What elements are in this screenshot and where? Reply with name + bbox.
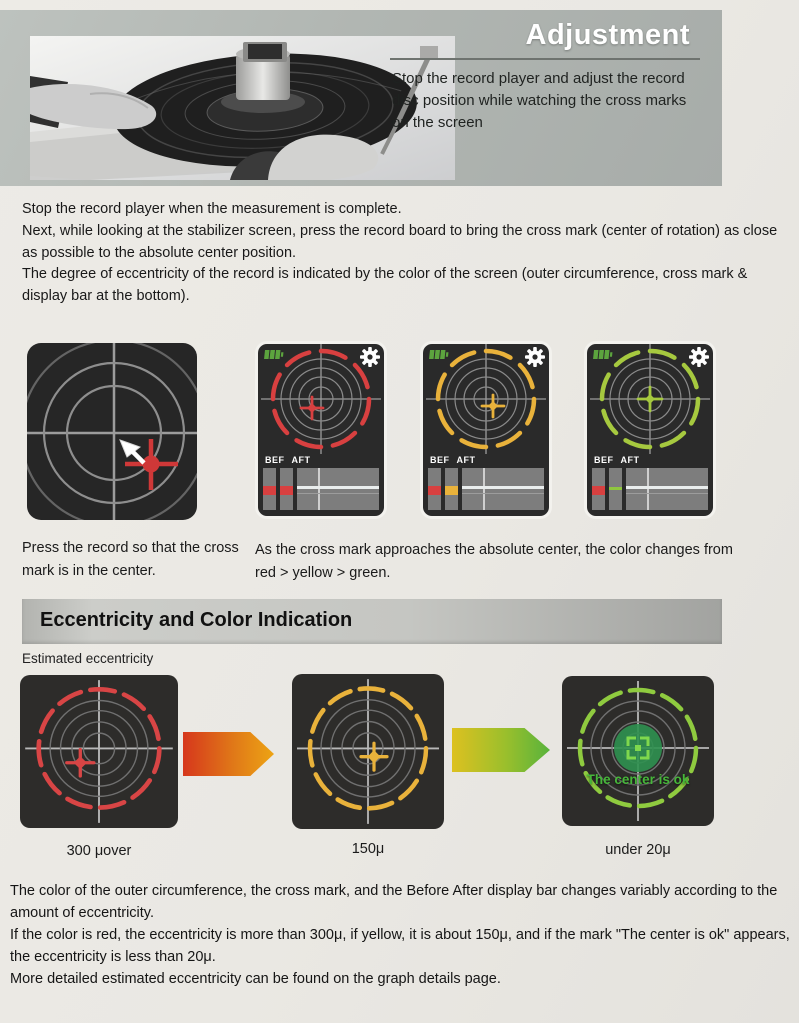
aft-label: AFT <box>456 455 476 465</box>
settings-gear-icon <box>360 347 380 367</box>
label-under-20: under 20μ <box>605 842 671 858</box>
bef-label: BEF <box>430 455 450 465</box>
caption-color-change: As the cross mark approaches the absolute center, the color changes from red > yellow > green. <box>255 542 733 582</box>
footer-para-3: More detailed estimated eccentricity can be found on the graph details page. <box>10 971 501 988</box>
after-bar <box>445 468 458 510</box>
device-screen-green <box>584 341 716 519</box>
yellow-to-green-arrow <box>452 728 550 772</box>
intro-line-2: Next, while looking at the stabilizer screen, press the record board to bring the cross mark (center of rotation) as close as possible to the absolute center position. <box>22 222 778 261</box>
graph-panel <box>462 468 544 510</box>
center-ok-label: The center is ok <box>586 772 690 787</box>
aft-label: AFT <box>620 455 640 465</box>
battery-icon <box>593 350 613 359</box>
intro-text <box>22 199 788 308</box>
device-screen-yellow <box>420 341 552 519</box>
before-bar <box>263 468 276 510</box>
radar-display <box>587 344 713 454</box>
cross-mark <box>482 395 504 417</box>
battery-icon <box>264 350 284 359</box>
bef-label: BEF <box>594 455 614 465</box>
intro-line-3: The degree of eccentricity of the record is indicated by the color of the screen (outer circumference, cross mark & display bar at the bottom). <box>22 266 748 304</box>
center-ok-marker <box>614 724 662 772</box>
label-150: 150μ <box>351 841 385 857</box>
before-after-labels <box>430 455 483 465</box>
aft-label: AFT <box>291 455 311 465</box>
bef-label: BEF <box>265 455 285 465</box>
indicator-bars <box>428 468 544 510</box>
intro-line-1: Stop the record player when the measurement is complete. <box>22 201 402 217</box>
screen-zoom-view <box>27 343 197 520</box>
indicator-bars <box>592 468 708 510</box>
section-title: Eccentricity and Color Indication <box>40 609 353 631</box>
footer-para-1: The color of the outer circumference, the cross mark, and the Before After display bar changes variably according to the amount of eccentricity. <box>10 883 778 922</box>
before-after-labels <box>265 455 318 465</box>
estimated-eccentricity-label: Estimated eccentricity <box>22 651 154 666</box>
banner-title: Adjustment <box>525 19 690 51</box>
footer-para-2: If the color is red, the eccentricity is more than 300μ, if yellow, it is about 150μ, and if the mark "The center is ok" appears, the eccentricity is less than 20μ. <box>10 927 790 966</box>
before-bar <box>592 468 605 510</box>
footer-text <box>10 880 794 990</box>
adjustment-banner <box>0 10 722 186</box>
caption-press-record: Press the record so that the cross mark is in the center. <box>22 540 239 580</box>
red-to-yellow-arrow <box>183 732 274 776</box>
before-after-labels <box>594 455 647 465</box>
graph-panel <box>297 468 379 510</box>
cross-mark <box>301 397 323 419</box>
banner-description: Stop the record player and adjust the record disc position while watching the cross marks on the screen <box>392 70 687 131</box>
cross-mark <box>67 749 94 776</box>
settings-gear-icon <box>689 347 709 367</box>
label-300-over: 300 μover <box>66 843 132 859</box>
target-150-micron <box>292 674 444 829</box>
radar-display <box>423 344 549 454</box>
device-screen-red <box>255 341 387 519</box>
battery-icon <box>429 350 449 359</box>
before-bar <box>428 468 441 510</box>
target-under-20-micron <box>562 676 714 826</box>
indicator-bars <box>263 468 379 510</box>
radar-display <box>258 344 384 454</box>
section-header <box>22 599 722 644</box>
after-bar <box>280 468 293 510</box>
target-300-micron <box>20 675 178 828</box>
after-bar <box>609 468 622 510</box>
banner-divider <box>390 58 700 60</box>
mouse-cursor-icon <box>120 440 144 463</box>
graph-panel <box>626 468 708 510</box>
settings-gear-icon <box>525 347 545 367</box>
